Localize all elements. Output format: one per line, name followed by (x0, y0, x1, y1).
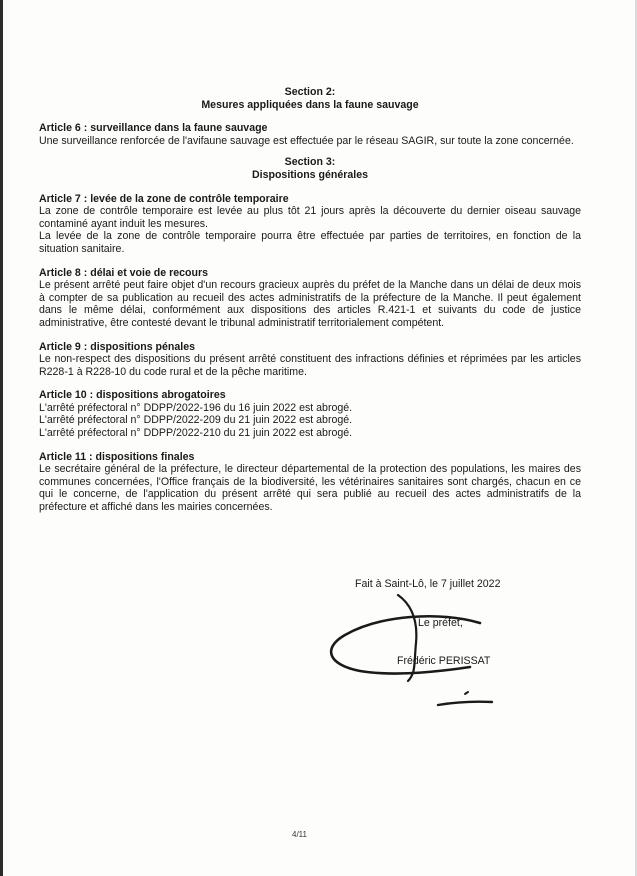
article-6-title: Article 6 : surveillance dans la faune sauvage (39, 122, 268, 135)
section-2-subheading: Mesures appliquées dans la faune sauvage (201, 98, 419, 111)
section-2-heading: Section 2: (284, 86, 336, 98)
article-10-title: Article 10 : dispositions abrogatoires (39, 389, 226, 402)
document-body (39, 86, 581, 514)
article-10-line-2: L'arrêté préfectoral n° DDPP/2022-209 du 21 juin 2022 est abrogé. (39, 414, 353, 427)
signatory-role: Le préfet, (418, 617, 463, 629)
article-6-text: Une surveillance renforcée de l'avifaune sauvage est effectuée par le réseau SAGIR, sur toute la zone concernée. (39, 134, 574, 147)
page-number: 4/11 (292, 830, 307, 839)
article-8-text: Le présent arrêté peut faire objet d'un recours gracieux auprès du préfet de la Manche dans un délai de deux mois à compter de sa publication au recueil des actes administratifs de la préfecture de la Manche. Il peut également dans le même délai, conformément aux dispositions des articles R.421-1 et suivants du code de justice administrative, être contesté devant le tribunal administratif territorialement compétent. (39, 279, 581, 329)
article-8-title: Article 8 : délai et voie de recours (39, 266, 208, 279)
signatory-name: Frédéric PERISSAT (397, 655, 491, 667)
article-9-text: Le non-respect des dispositions du présent arrêté constituent des infractions définies et réprimées par les articles R228-1 à R228-10 du code rural et de la pêche maritime. (39, 353, 581, 378)
article-7-title: Article 7 : levée de la zone de contrôle temporaire (39, 192, 289, 205)
article-7-paragraph-1: La zone de contrôle temporaire est levée au plus tôt 21 jours après la découverte du dernier oiseau sauvage contaminé ayant induit les mesures. (39, 205, 581, 230)
handwritten-signature (320, 593, 500, 718)
article-10-line-1: L'arrêté préfectoral n° DDPP/2022-196 du 16 juin 2022 est abrogé. (39, 401, 353, 414)
article-11-title: Article 11 : dispositions finales (39, 450, 195, 463)
section-3-heading: Section 3: (284, 156, 336, 169)
article-7-paragraph-2: La levée de la zone de contrôle temporaire pourra être effectuée par parties de territoires, en fonction de la situation sanitaire. (39, 230, 581, 255)
article-11-text: Le secrétaire général de la préfecture, le directeur départemental de la protection des populations, les maires des communes concernées, l'Office français de la biodiversité, les vétérinaires sanitaires sont chargés, chacun en ce qui le concerne, de l'application du présent arrêté qui sera publié au recueil des actes administratifs de la préfecture et affiché dans les mairies concernées. (39, 463, 581, 514)
place-date: Fait à Saint-Lô, le 7 juillet 2022 (355, 578, 501, 590)
article-10-line-3: L'arrêté préfectoral n° DDPP/2022-210 du 21 juin 2022 est abrogé. (39, 427, 353, 440)
article-9-title: Article 9 : dispositions pénales (39, 340, 196, 353)
scan-left-edge (0, 0, 3, 876)
section-3-subheading: Dispositions générales (252, 168, 368, 181)
